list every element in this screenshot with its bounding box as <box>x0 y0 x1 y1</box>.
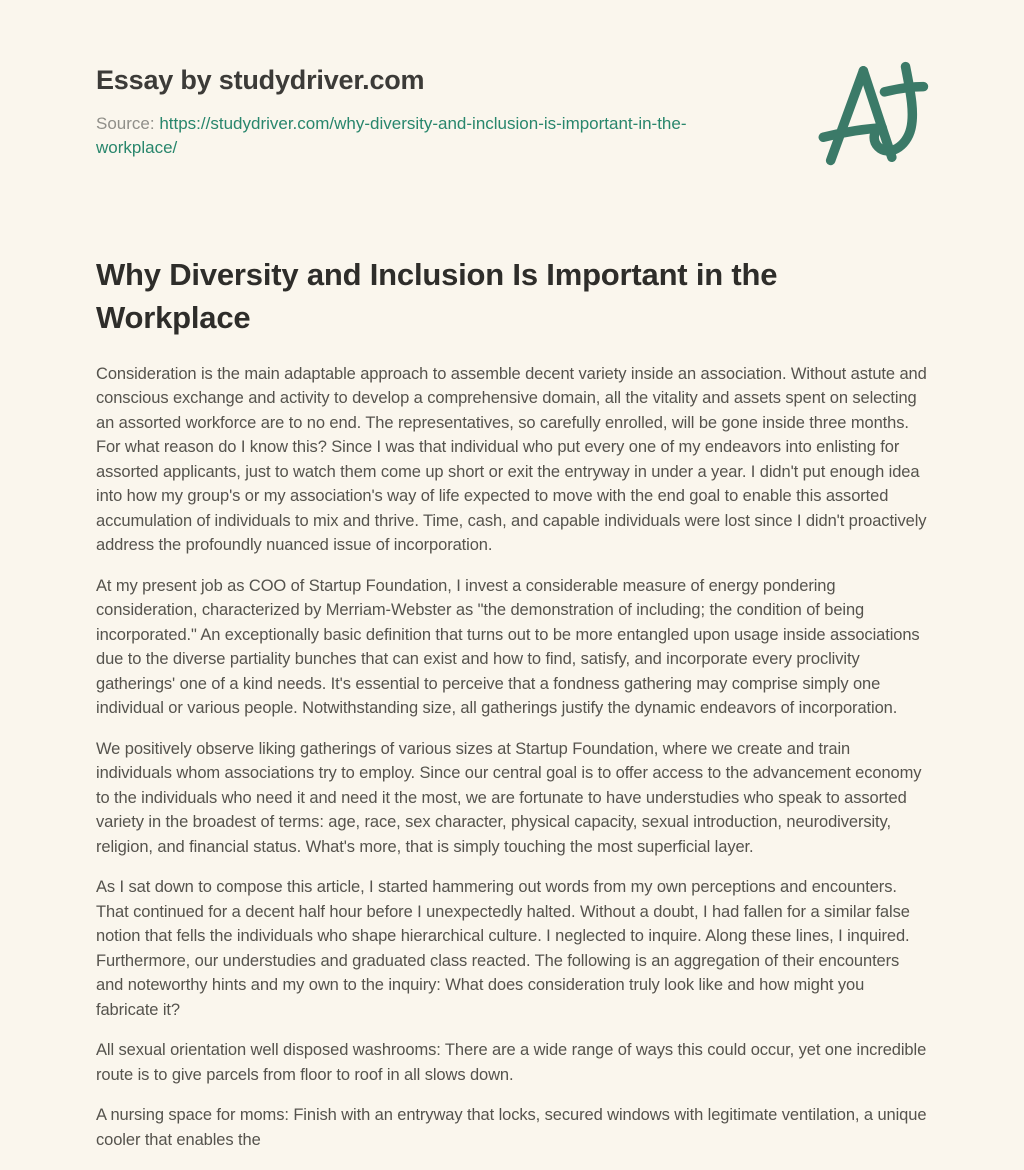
source-line <box>96 112 716 160</box>
article-paragraph: At my present job as COO of Startup Foundation, I invest a considerable measure of energy pondering consideration, characterized by Merriam-Webster as "the demonstration of including; the condition of being incorporated." An exceptionally basic definition that turns out to be more entangled upon usage inside associations due to the diverse partiality bunches that can exist and how to find, satisfy, and incorporate every proclivity gatherings' one of a kind needs. It's essential to perceive that a fondness gathering may comprise simply one individual or various people. Notwithstanding size, all gatherings justify the dynamic endeavors of incorporation. <box>96 576 920 718</box>
article-body <box>96 362 928 1153</box>
article-paragraph: As I sat down to compose this article, I started hammering out words from my own perceptions and encounters. That continued for a decent half hour before I unexpectedly halted. Without a doubt, I had fallen for a similar false notion that fells the individuals who shape hierarchical culture. I neglected to inquire. Along these lines, I inquired. Furthermore, our understudies and graduated class reacted. The following is an aggregation of their encounters and noteworthy hints and my own to the inquiry: What does consideration truly look like and how might you fabricate it? <box>96 878 910 1019</box>
article-paragraph: A nursing space for moms: Finish with an entryway that locks, secured windows with legitimate ventilation, a unique cooler that enables the <box>96 1106 927 1149</box>
source-label: Source: <box>96 114 155 134</box>
source-link[interactable]: https://studydriver.com/why-diversity-and-inclusion-is-important-in-the-workplace/ <box>96 114 687 158</box>
article-paragraph: We positively observe liking gatherings of various sizes at Startup Foundation, where we create and train individuals whom associations try to employ. Since our central goal is to offer access to the advancement economy to the individuals who need it and need it the most, we are fortunate to have understudies who speak to assorted variety in the broadest of terms: age, race, sex character, physical capacity, sexual introduction, neurodiversity, religion, and financial status. What's more, that is simply touching the most superficial layer. <box>96 739 922 856</box>
studydriver-logo <box>818 58 934 168</box>
a-plus-logo-icon <box>818 58 934 168</box>
article-title: Why Diversity and Inclusion Is Important in the Workplace <box>96 257 778 336</box>
article-paragraph: All sexual orientation well disposed washrooms: There are a wide range of ways this could occur, yet one incredible route is to give parcels from floor to roof in all slows down. <box>96 1041 927 1084</box>
essay-byline: Essay by studydriver.com <box>96 65 425 95</box>
article-paragraph: Consideration is the main adaptable approach to assemble decent variety inside an association. Without astute and conscious exchange and activity to develop a comprehensive domain, all the vitality and assets spent on selecting an assorted workforce are to no end. The representatives, so carefully enrolled, will be gone inside three months. For what reason do I know this? Since I was that individual who put every one of my endeavors into enlisting for assorted applicants, just to watch them come up short or exit the entryway in under a year. I didn't put enough idea into how my group's or my association's way of life expected to move with the end goal to enable this assorted accumulation of individuals to mix and thrive. Time, cash, and capable individuals were lost since I didn't proactively address the profoundly nuanced issue of incorporation. <box>96 364 927 555</box>
